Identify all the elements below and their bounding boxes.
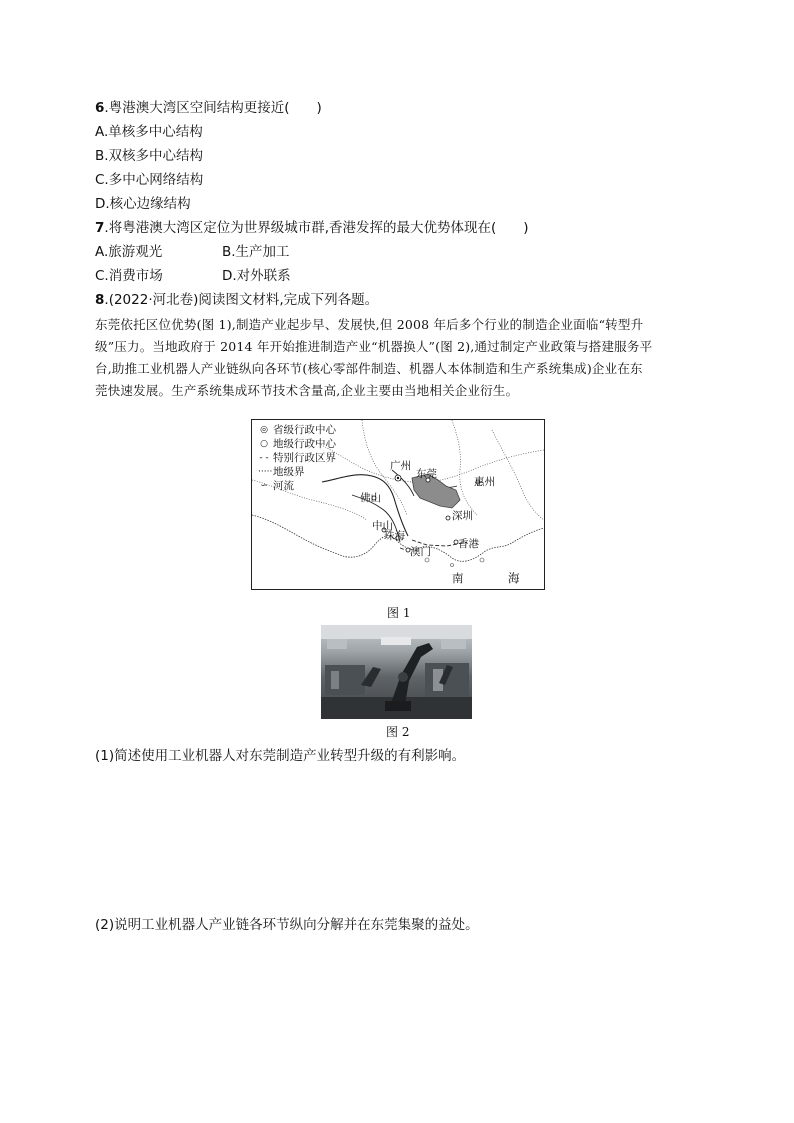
q6-option-a: A.单核多中心结构: [95, 124, 203, 140]
q6-number: 6: [95, 100, 105, 116]
legend-label: 河流: [273, 480, 294, 492]
q6-option-c: C.多中心网络结构: [95, 172, 204, 188]
q7-option-c: C.消费市场: [95, 268, 163, 284]
legend-item: [258, 423, 336, 437]
q6-option-d: D.核心边缘结构: [95, 196, 191, 212]
robot-photo-drawing: [321, 625, 472, 719]
legend-label: 地级行政中心: [273, 438, 336, 450]
figure1-map: [251, 419, 545, 590]
legend-item: [258, 451, 336, 465]
legend-label: 省级行政中心: [273, 424, 336, 436]
industrial-robot-photo: [321, 625, 472, 719]
figure1-caption: 图 1: [387, 606, 411, 620]
q7-stem-text: .将粤港澳大湾区定位为世界级城市群,香港发挥的最大优势体现在( ): [104, 220, 529, 236]
prefecture-center-icon: ○: [260, 439, 268, 449]
q8-sub2: (2)说明工业机器人产业链各环节纵向分解并在东莞集聚的益处。: [95, 917, 479, 933]
q6-stem-text: .粤港澳大湾区空间结构更接近( ): [104, 100, 322, 116]
q7-option-b: B.生产加工: [222, 244, 290, 260]
label-shenzhen: 深圳: [452, 510, 473, 522]
legend-item: [258, 437, 336, 451]
label-zhongshan: 中山: [372, 520, 393, 532]
material-line: 台,助推工业机器人产业链纵向各环节(核心零部件制造、机器人本体制造和生产系统集成)企业在东: [95, 361, 643, 376]
map-legend: [258, 423, 336, 493]
legend-label: 地级界: [273, 466, 305, 478]
legend-item: [258, 479, 336, 493]
q8-stem-text: .(2022·河北卷)阅读图文材料,完成下列各题。: [104, 292, 379, 308]
label-south-sea-1: 南: [452, 571, 465, 585]
provincial-center-icon: ◎: [260, 425, 268, 435]
material-line: 级”压力。当地政府于 2014 年开始推进制造产业“机器换人”(图 2),通过制定产业政策与搭建服务平: [95, 339, 653, 354]
material-line: 东莞依托区位优势(图 1),制造产业起步早、发展快,但 2008 年后多个行业的制造企业面临“转型升: [95, 317, 644, 332]
q8-sub1: (1)简述使用工业机器人对东莞制造产业转型升级的有利影响。: [95, 748, 466, 764]
q7-number: 7: [95, 220, 105, 236]
river-icon: ∽: [260, 481, 268, 491]
q8-material: [95, 314, 705, 402]
material-line: 莞快速发展。生产系统集成环节技术含量高,企业主要由当地相关企业衍生。: [95, 383, 519, 398]
q8-stem: [95, 290, 378, 310]
label-macau: 澳门: [410, 546, 431, 558]
label-south-sea-2: 海: [508, 571, 521, 585]
label-dongguan: 东莞: [416, 468, 437, 480]
q7-option-a: A.旅游观光: [95, 244, 163, 260]
q6-stem: [95, 98, 322, 118]
legend-item: [258, 465, 336, 479]
label-zhuhai: 珠海: [384, 530, 405, 542]
prefecture-boundary-icon: ·····: [258, 467, 273, 477]
label-huizhou: 惠州: [474, 476, 495, 488]
label-foshan: 佛山: [360, 492, 381, 504]
label-guangzhou: 广州: [390, 460, 411, 472]
legend-label: 特别行政区界: [273, 452, 336, 464]
label-hongkong: 香港: [458, 538, 479, 550]
figure2-caption: 图 2: [386, 725, 410, 739]
q7-option-d: D.对外联系: [222, 268, 291, 284]
q8-number: 8: [95, 292, 105, 308]
q7-stem: [95, 218, 529, 238]
q6-option-b: B.双核多中心结构: [95, 148, 204, 164]
sar-boundary-icon: - -: [259, 453, 269, 463]
